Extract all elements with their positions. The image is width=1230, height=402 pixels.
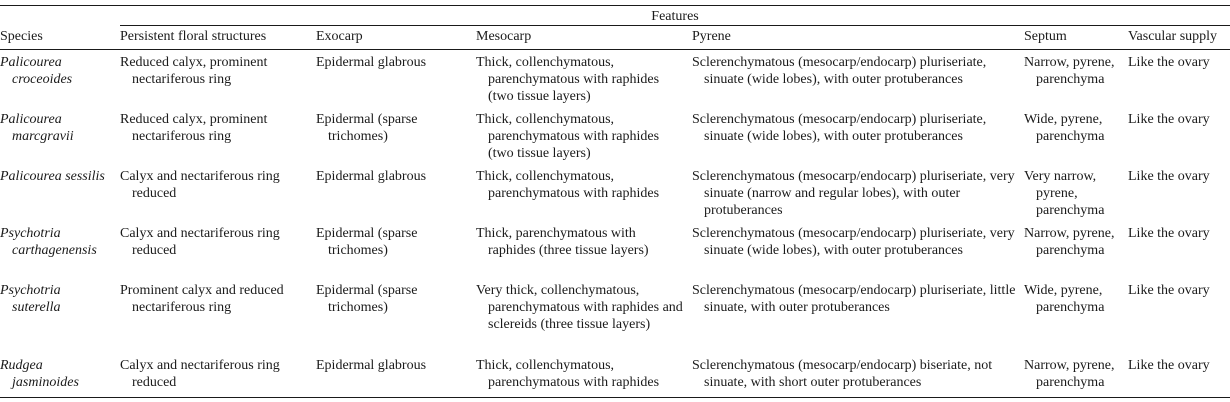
pyrene-text: Sclerenchymatous (mesocarp/endocarp) pluriseriate, very sinuate (wide lobes), with outer protuberances: [692, 226, 1015, 258]
table-row: [0, 50, 1230, 108]
vascular-text: Like the ovary: [1128, 283, 1210, 298]
septum-cell: [1024, 278, 1128, 353]
vascular-text: Like the ovary: [1128, 55, 1210, 70]
floral-cell: [120, 278, 316, 353]
vascular-cell: [1128, 107, 1230, 164]
septum-cell: [1024, 164, 1128, 221]
species-name: Psychotria suterella: [0, 283, 61, 315]
pyrene-text: Sclerenchymatous (mesocarp/endocarp) pluriseriate, sinuate (wide lobes), with outer protuberances: [692, 112, 987, 144]
species-cell: [0, 107, 120, 164]
species-name: Psychotria carthagenensis: [0, 226, 97, 258]
group-header-spacer: [0, 6, 120, 26]
table-row: [0, 164, 1230, 221]
exocarp-text: Epidermal glabrous: [316, 169, 427, 184]
septum-text: Wide, pyrene, parenchyma: [1024, 112, 1105, 144]
mesocarp-cell: [476, 164, 692, 221]
exocarp-cell: [316, 50, 476, 108]
table-row: [0, 353, 1230, 398]
pyrene-text: Sclerenchymatous (mesocarp/endocarp) pluriseriate, little sinuate, with outer protuberances: [692, 283, 1016, 315]
floral-text: Calyx and nectariferous ring reduced: [120, 226, 280, 258]
exocarp-cell: [316, 353, 476, 398]
exocarp-text: Epidermal (sparse trichomes): [316, 226, 418, 258]
pyrene-text: Sclerenchymatous (mesocarp/endocarp) pluriseriate, very sinuate (narrow and regular lobes), with outer protuberances: [692, 169, 1015, 218]
group-header-row: [0, 6, 1230, 26]
mesocarp-text: Very thick, collenchymatous, parenchymatous with raphides and sclereids (three tissue layers): [476, 283, 683, 332]
septum-text: Narrow, pyrene, parenchyma: [1024, 55, 1115, 87]
column-header-pyrene: Pyrene: [692, 26, 1024, 50]
pyrene-text: Sclerenchymatous (mesocarp/endocarp) pluriseriate, sinuate (wide lobes), with outer protuberances: [692, 55, 987, 87]
vascular-cell: [1128, 353, 1230, 398]
septum-text: Wide, pyrene, parenchyma: [1024, 283, 1105, 315]
table-row: [0, 107, 1230, 164]
septum-text: Narrow, pyrene, parenchyma: [1024, 358, 1115, 390]
septum-cell: [1024, 107, 1128, 164]
fruit-features-table: [0, 5, 1230, 398]
exocarp-cell: [316, 221, 476, 278]
septum-text: Very narrow, pyrene, parenchyma: [1024, 169, 1105, 218]
column-header-species: Species: [0, 26, 120, 50]
pyrene-cell: [692, 278, 1024, 353]
exocarp-cell: [316, 107, 476, 164]
floral-text: Reduced calyx, prominent nectariferous ring: [120, 112, 268, 144]
vascular-text: Like the ovary: [1128, 169, 1210, 184]
vascular-cell: [1128, 221, 1230, 278]
floral-cell: [120, 164, 316, 221]
species-name: Rudgea jasminoides: [0, 358, 79, 390]
mesocarp-cell: [476, 107, 692, 164]
exocarp-text: Epidermal glabrous: [316, 55, 427, 70]
table-row: [0, 278, 1230, 353]
exocarp-cell: [316, 278, 476, 353]
mesocarp-text: Thick, collenchymatous, parenchymatous with raphides: [476, 358, 660, 390]
mesocarp-text: Thick, parenchymatous with raphides (three tissue layers): [476, 226, 649, 258]
column-header-row: [0, 26, 1230, 50]
pyrene-cell: [692, 353, 1024, 398]
mesocarp-text: Thick, collenchymatous, parenchymatous with raphides (two tissue layers): [476, 55, 660, 104]
mesocarp-cell: [476, 50, 692, 108]
vascular-cell: [1128, 278, 1230, 353]
septum-cell: [1024, 353, 1128, 398]
vascular-cell: [1128, 164, 1230, 221]
species-cell: [0, 221, 120, 278]
floral-cell: [120, 353, 316, 398]
species-name: Palicourea croceoides: [0, 55, 73, 87]
vascular-text: Like the ovary: [1128, 112, 1210, 127]
column-header-mesocarp: Mesocarp: [476, 26, 692, 50]
septum-cell: [1024, 50, 1128, 108]
species-name: Palicourea marcgravii: [0, 112, 74, 144]
mesocarp-cell: [476, 221, 692, 278]
exocarp-text: Epidermal (sparse trichomes): [316, 283, 418, 315]
column-header-vascular: Vascular supply: [1128, 26, 1230, 50]
species-name: Palicourea sessilis: [0, 169, 105, 184]
exocarp-cell: [316, 164, 476, 221]
column-header-exocarp: Exocarp: [316, 26, 476, 50]
table-header: [0, 6, 1230, 50]
floral-text: Calyx and nectariferous ring reduced: [120, 358, 280, 390]
species-cell: [0, 353, 120, 398]
mesocarp-text: Thick, collenchymatous, parenchymatous with raphides (two tissue layers): [476, 112, 660, 161]
floral-text: Calyx and nectariferous ring reduced: [120, 169, 280, 201]
vascular-text: Like the ovary: [1128, 358, 1210, 373]
species-cell: [0, 278, 120, 353]
table-row: [0, 221, 1230, 278]
table-body: [0, 50, 1230, 398]
floral-cell: [120, 50, 316, 108]
pyrene-cell: [692, 164, 1024, 221]
pyrene-text: Sclerenchymatous (mesocarp/endocarp) biseriate, not sinuate, with short outer protuberances: [692, 358, 993, 390]
floral-cell: [120, 107, 316, 164]
pyrene-cell: [692, 221, 1024, 278]
vascular-cell: [1128, 50, 1230, 108]
exocarp-text: Epidermal glabrous: [316, 358, 427, 373]
column-header-septum: Septum: [1024, 26, 1128, 50]
septum-text: Narrow, pyrene, parenchyma: [1024, 226, 1115, 258]
mesocarp-cell: [476, 278, 692, 353]
pyrene-cell: [692, 107, 1024, 164]
pyrene-cell: [692, 50, 1024, 108]
species-cell: [0, 50, 120, 108]
septum-cell: [1024, 221, 1128, 278]
mesocarp-cell: [476, 353, 692, 398]
floral-cell: [120, 221, 316, 278]
exocarp-text: Epidermal (sparse trichomes): [316, 112, 418, 144]
vascular-text: Like the ovary: [1128, 226, 1210, 241]
floral-text: Reduced calyx, prominent nectariferous ring: [120, 55, 268, 87]
mesocarp-text: Thick, collenchymatous, parenchymatous with raphides: [476, 169, 660, 201]
species-cell: [0, 164, 120, 221]
column-header-floral: Persistent floral structures: [120, 26, 316, 50]
floral-text: Prominent calyx and reduced nectariferous ring: [120, 283, 284, 315]
features-group-header: Features: [120, 6, 1230, 26]
